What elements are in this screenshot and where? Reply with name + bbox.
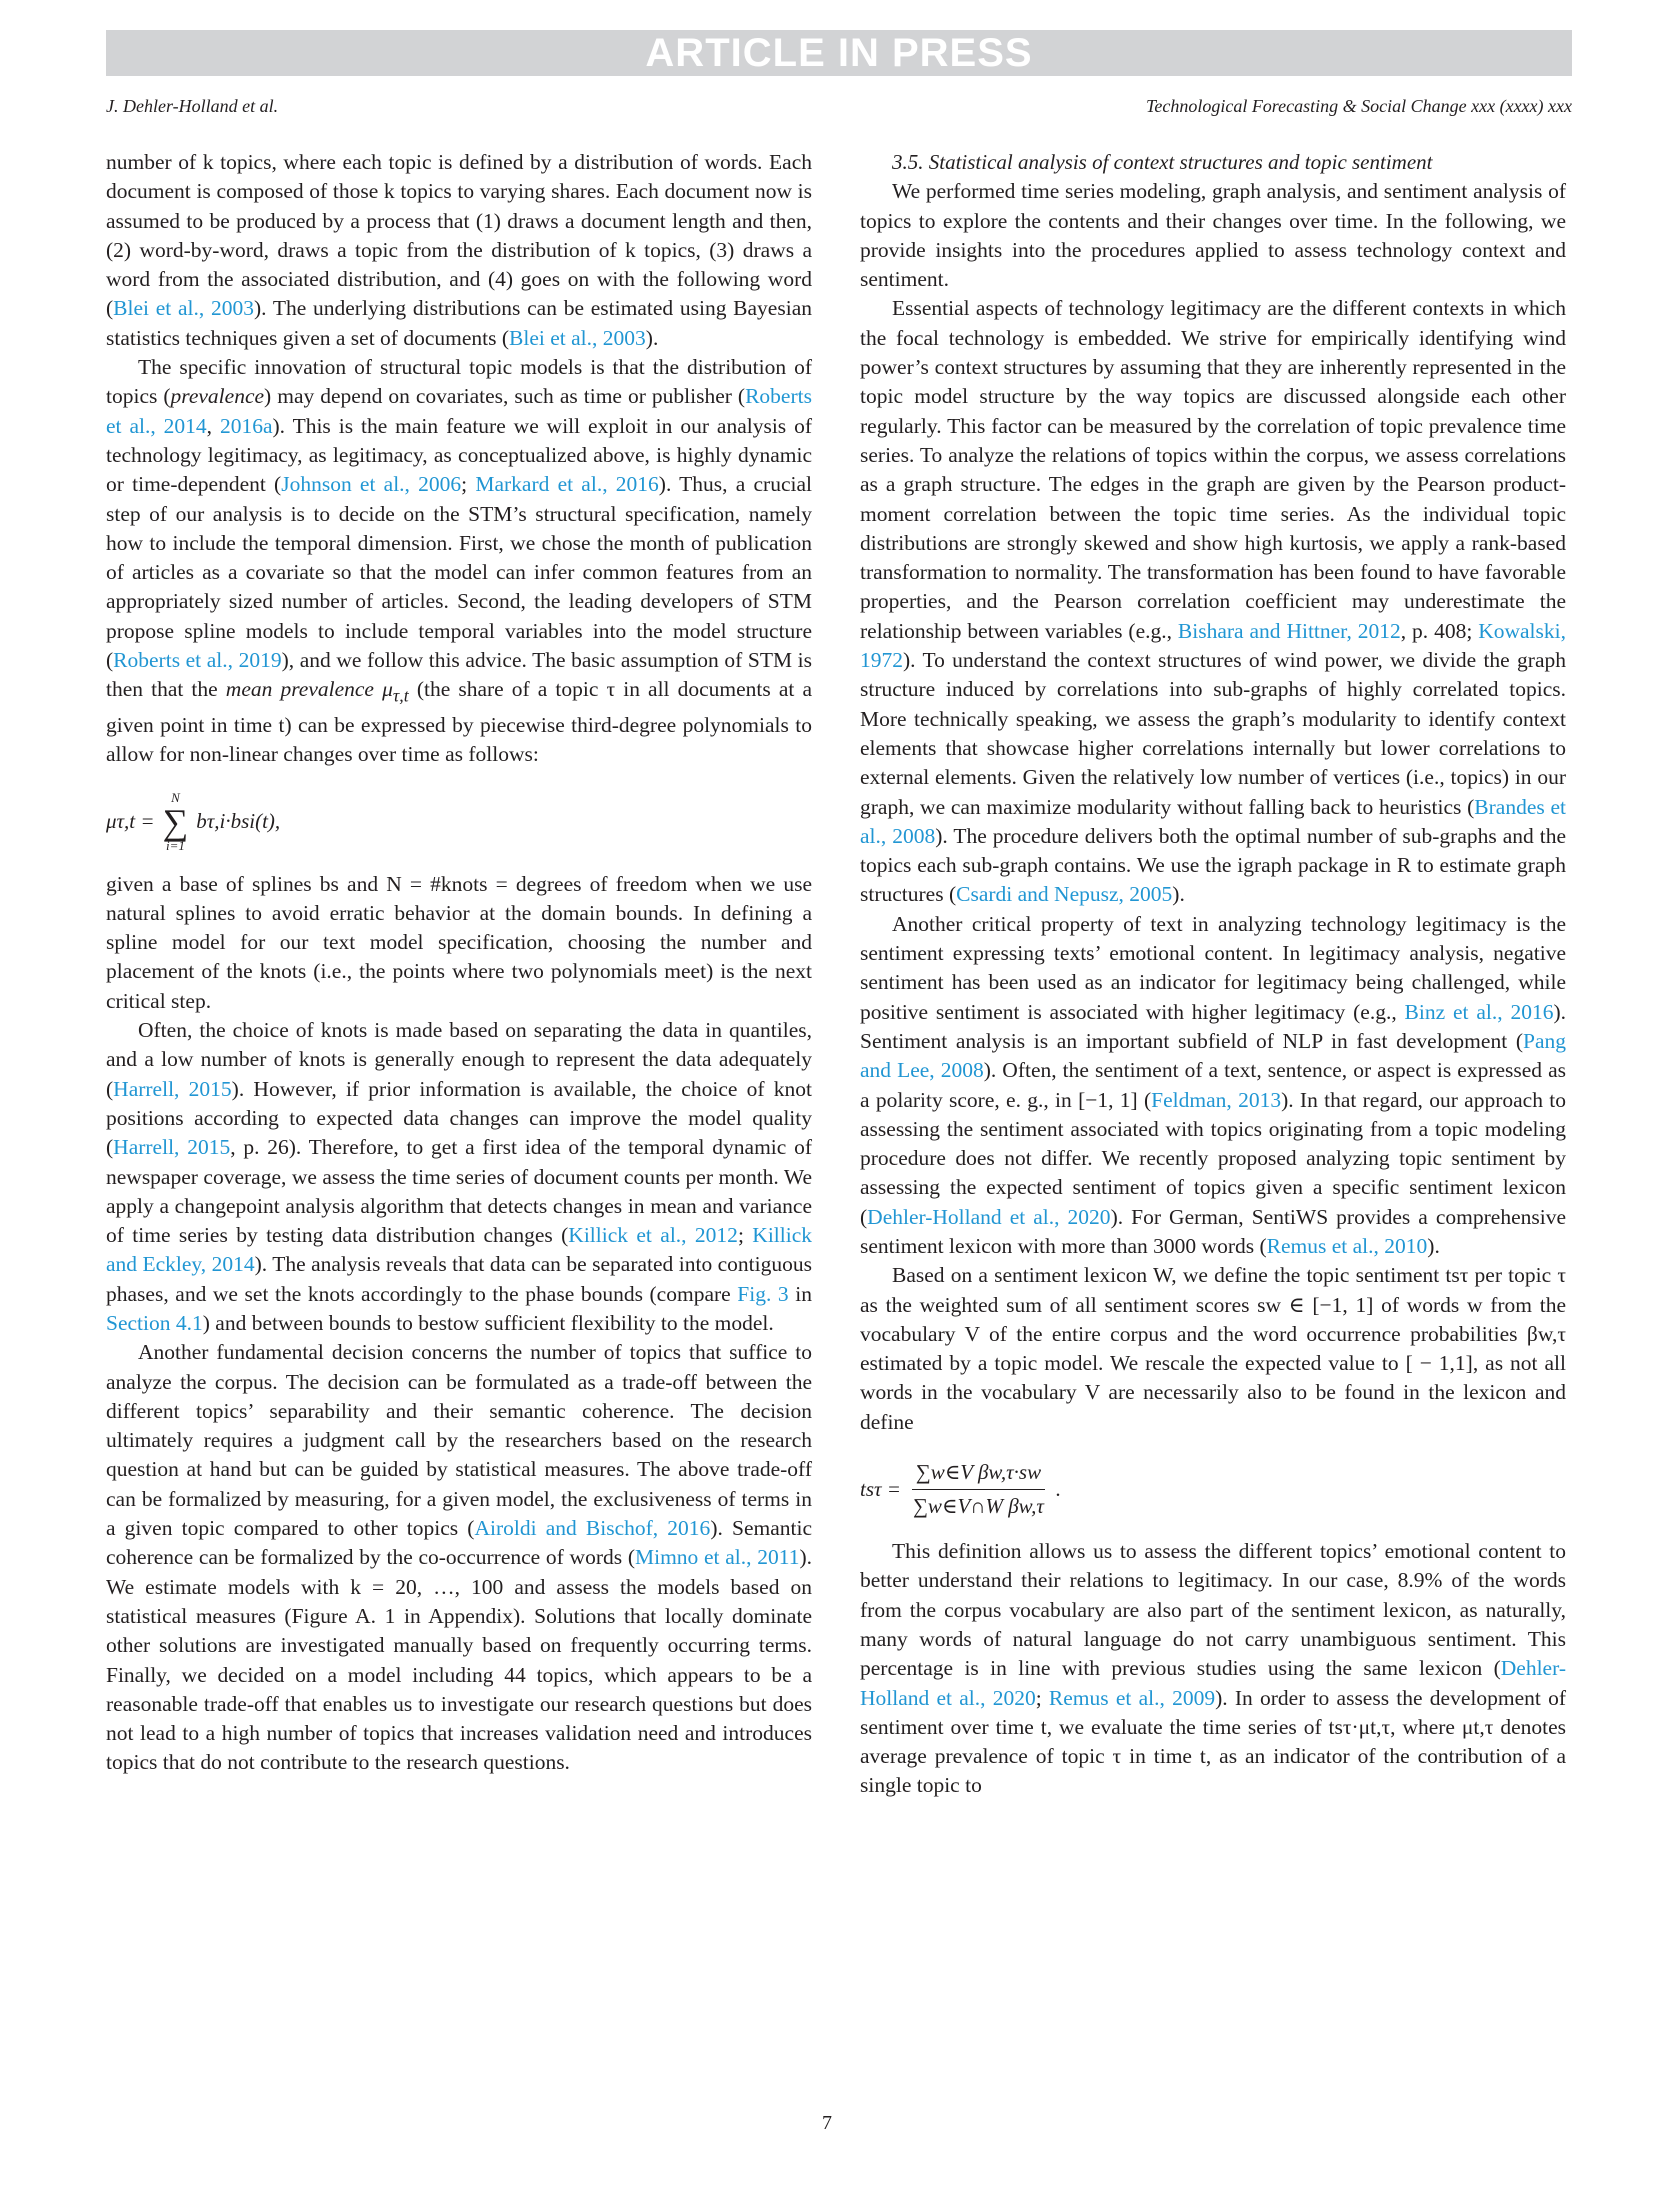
citation-link[interactable]: Dehler-Holland et al., 2020: [860, 1656, 1566, 1710]
left-column: [106, 148, 812, 1778]
citation-link[interactable]: Dehler-Holland et al., 2020: [867, 1204, 1111, 1229]
citation-link[interactable]: Remus et al., 2010: [1266, 1233, 1428, 1258]
article-in-press-banner: ARTICLE IN PRESS: [106, 30, 1572, 76]
equation-spline: μτ,t = N ∑ i=1 bτ,i·bsi(t),: [106, 789, 281, 853]
paragraph: Often, the choice of knots is made based on separating the data in quantiles, and a low number of knots is generally enough to represent the data adequately (Harrell, 2015). However, if prior information is available, the choice of knot positions according to expected data changes can improve the model quality (Harrell, 2015, p. 26). Therefore, to get a first idea of the temporal dynamic of newspaper coverage, we assess the time series of document counts per month. We apply a changepoint analysis algorithm that detects changes in mean and variance of time series by testing data distribution changes (Killick et al., 2012; Killick and Eckley, 2014). The analysis reveals that data can be separated into contiguous phases, and we set the knots accordingly to the phase bounds (compare Fig. 3 in Section 4.1) and between bounds to bestow sufficient flexibility to the model.: [106, 1018, 813, 1335]
citation-link[interactable]: Harrell, 2015: [113, 1135, 231, 1160]
section-heading: 3.5. Statistical analysis of context structures and topic sentiment: [892, 150, 1433, 174]
citation-link[interactable]: Feldman, 2013: [1151, 1087, 1282, 1112]
paragraph: This definition allows us to assess the different topics’ emotional content to better understand their relations to legitimacy. In our case, 8.9% of the words from the corpus vocabulary are also part of the sentiment lexicon, as naturally, many words of natural language do not carry unambiguous sentiment. This percentage is in line with previous studies using the same lexicon (Dehler-Holland et al., 2020; Remus et al., 2009). In order to assess the development of sentiment over time t, we evaluate the time series of tsτ·μt,τ, where μt,τ denotes average prevalence of topic τ in time t, as an indicator of the contribution of a single topic to: [860, 1539, 1566, 1798]
citation-link[interactable]: Harrell, 2015: [113, 1076, 232, 1101]
citation-link[interactable]: Pang and Lee, 2008: [860, 1028, 1566, 1083]
citation-link[interactable]: Bishara and Hittner, 2012: [1177, 618, 1401, 643]
paragraph: We performed time series modeling, graph analysis, and sentiment analysis of topics to explore the contents and their changes over time. In the following, we provide insights into the procedures applied to assess technology context and sentiment.: [860, 179, 1566, 292]
citation-link[interactable]: Johnson et al., 2006: [281, 472, 462, 497]
citation-link[interactable]: Binz et al., 2016: [1404, 999, 1554, 1024]
citation-link[interactable]: Remus et al., 2009: [1048, 1685, 1216, 1710]
citation-link[interactable]: Killick et al., 2012: [568, 1223, 738, 1248]
equation-topic-sentiment: tsτ = $\frac{\text{∑w∈V βw,τ·sw}}{\text{∑w∈V∩W βw,τ}}$ .: [860, 1459, 1062, 1518]
citation-link[interactable]: 2016a: [219, 413, 273, 438]
paragraph: Another critical property of text in analyzing technology legitimacy is the sentiment expressing texts’ emotional content. In legitimacy analysis, negative sentiment has been used as an indicator for legitimacy being challenged, while positive sentiment is associated with higher legitimacy (e.g., Binz et al., 2016). Sentiment analysis is an important subfield of NLP in fast development (Pang and Lee, 2008). Often, the sentiment of a text, sentence, or aspect is expressed as a polarity score, e. g., in [−1, 1] (Feldman, 2013). In that regard, our approach to assessing the sentiment associated with topics originating from a topic modeling procedure does not differ. We recently proposed analyzing topic sentiment by assessing the expected sentiment of topics given a specific sentiment lexicon (Dehler-Holland et al., 2020). For German, SentiWS provides a comprehensive sentiment lexicon with more than 3000 words (Remus et al., 2010).: [860, 911, 1567, 1258]
page-number: 7: [822, 2112, 832, 2134]
citation-link[interactable]: Brandes et al., 2008: [860, 794, 1566, 848]
paragraph: Another fundamental decision concerns the number of topics that suffice to analyze the corpus. The decision can be formulated as a trade-off between the different topics’ separability and their semantic coherence. The decision ultimately requires a judgment call by the researchers based on the research question at hand but can be guided by statistical measures. The above trade-off can be formalized by measuring, for a given model, the exclusiveness of terms in a given topic compared to other topics (Airoldi and Bischof, 2016). Semantic coherence can be formalized by the co-occurrence of words (Mimno et al., 2011). We estimate models with k = 20, …, 100 and assess the models based on statistical measures (Figure A. 1 in Appendix). Solutions that locally dominate other solutions are investigated manually based on frequently occurring terms. Finally, we decided on a model including 44 topics, which appears to be a reasonable trade-off that enables us to investigate our research questions but does not lead to a high number of topics that increases validation need and introduces topics that do not contribute to the research questions.: [106, 1340, 812, 1775]
running-head-authors: J. Dehler-Holland et al.: [106, 96, 279, 116]
section-link[interactable]: Section 4.1: [106, 1310, 203, 1335]
right-column: [860, 148, 1566, 1801]
paragraph: number of k topics, where each topic is defined by a distribution of words. Each document is composed of those k topics to varying shares. Each document now is assumed to be produced by a process that (1) draws a document length and then, (2) word-by-word, draws a topic from the distribution of k topics, (3) draws a word from the associated distribution, and (4) goes on with the following word (Blei et al., 2003). The underlying distributions can be estimated using Bayesian statistics techniques given a set of documents (Blei et al., 2003).: [106, 150, 812, 350]
citation-link[interactable]: Kowalski, 1972: [860, 618, 1566, 673]
figure-link[interactable]: Fig. 3: [737, 1281, 789, 1306]
citation-link[interactable]: Blei et al., 2003: [113, 296, 254, 321]
citation-link[interactable]: Mimno et al., 2011: [634, 1545, 800, 1570]
paragraph: given a base of splines bs and N = #knots = degrees of freedom when we use natural splines to avoid erratic behavior at the domain bounds. In defining a spline model for our text model specification, choosing the number and placement of the knots (i.e., the points where two polynomials meet) is the next critical step.: [106, 871, 812, 1013]
citation-link[interactable]: Blei et al., 2003: [509, 325, 646, 350]
citation-link[interactable]: Csardi and Nepusz, 2005: [956, 882, 1173, 907]
paragraph: Essential aspects of technology legitimacy are the different contexts in which the focal technology is embedded. We strive for empirically identifying wind power’s context structures by assuming that they are inherently represented in the topic model structure by the way topics are discussed alongside each other regularly. This factor can be measured by the correlation of topic prevalence time series. To analyze the relations of topics within the corpus, we assess correlations as a graph structure. The edges in the graph are given by the Pearson product-moment correlation between the topic time series. As the individual topic distributions are strongly skewed and show high kurtosis, we apply a rank-based transformation to normality. The transformation has been found to have favorable properties, and the Pearson correlation coefficient may underestimate the relationship between variables (e.g., Bishara and Hittner, 2012, p. 408; Kowalski, 1972). To understand the context structures of wind power, we divide the graph structure induced by correlations into sub-graphs of highly correlated topics. More technically speaking, we assess the graph’s modularity to identify context elements that showcase higher correlations internally but lower correlations to external elements. Given the relatively low number of vertices (i.e., topics) in our graph, we can maximize modularity without falling back to heuristics (Brandes et al., 2008). The procedure delivers both the optimal number of sub-graphs and the topics each sub-graph contains. We use the igraph package in R to estimate graph structures (Csardi and Nepusz, 2005).: [860, 296, 1566, 907]
citation-link[interactable]: Roberts et al., 2014: [106, 384, 812, 438]
citation-link[interactable]: Markard et al., 2016: [475, 472, 659, 497]
citation-link[interactable]: Roberts et al., 2019: [113, 648, 282, 673]
citation-link[interactable]: Killick and Eckley, 2014: [106, 1223, 813, 1277]
paragraph: The specific innovation of structural topic models is that the distribution of topics (prevalence) may depend on covariates, such as time or publisher (Roberts et al., 2014, 2016a). This is the main feature we will exploit in our analysis of technology legitimacy, as legitimacy, as conceptualized above, is highly dynamic or time-dependent (Johnson et al., 2006; Markard et al., 2016). Thus, a crucial step of our analysis is to decide on the STM’s structural specification, namely how to include the temporal dimension. First, we chose the month of publication of articles as a covariate so that the model can infer common features from an appropriately sized number of articles. Second, the leading developers of STM propose spline models to include temporal variables into the model structure (Roberts et al., 2019), and we follow this advice. The basic assumption of STM is then that the mean prevalence $\mu_{\tau,t}$ (the share of a topic τ in all documents at a given point in time t) can be expressed by piecewise third-degree polynomials to allow for non-linear changes over time as follows:: [106, 355, 813, 767]
running-head-journal: Technological Forecasting & Social Change xxx (xxxx) xxx: [1145, 96, 1572, 116]
paragraph: Based on a sentiment lexicon W, we define the topic sentiment tsτ per topic τ as the weighted sum of all sentiment scores sw ∈ [−1, 1] of words w from the vocabulary V of the entire corpus and the word occurrence probabilities βw,τ estimated by a topic model. We rescale the expected value to [ − 1,1], as not all words in the vocabulary V are necessarily also to be found in the lexicon and define: [860, 1263, 1566, 1434]
citation-link[interactable]: Airoldi and Bischof, 2016: [474, 1516, 711, 1541]
